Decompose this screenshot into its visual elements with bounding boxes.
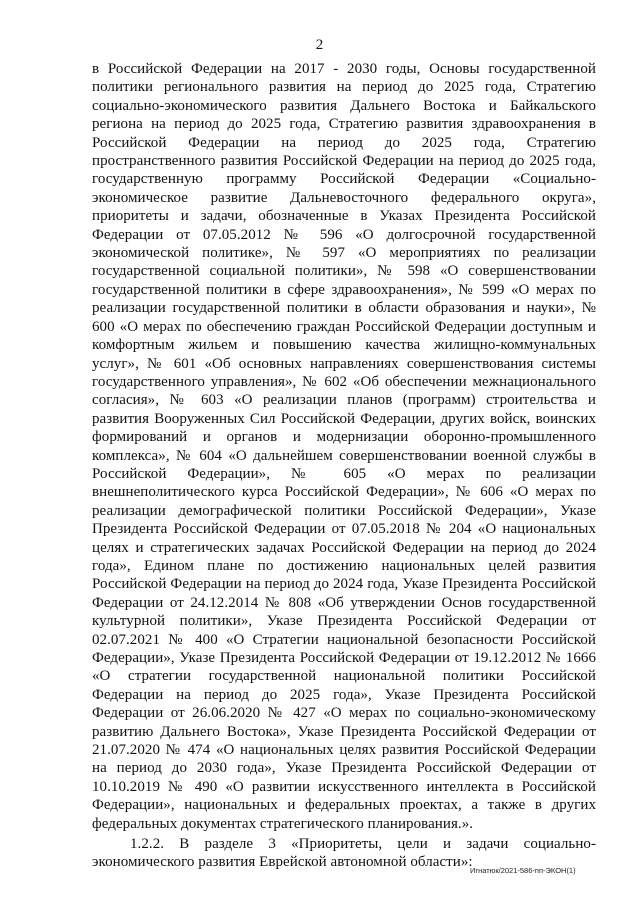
footer-document-code: Игнатюк/2021-586-пп-ЭКОН(1) xyxy=(470,866,576,875)
page-number: 2 xyxy=(315,37,324,53)
document-body xyxy=(92,60,596,872)
body-paragraph-section-heading: 1.2.2. В разделе 3 «Приоритеты, цели и задачи социально-экономического развития Еврейской автономной области»: xyxy=(92,836,596,871)
body-paragraph: в Российской Федерации на 2017 - 2030 годы, Основы государственной политики регионального развития на период до 2025 года, Стратегию социально-экономического развития Дальнего Востока и Байкальского региона на период до 2025 года, Стратегию развития здравоохранения в Российской Федерации на период до 2025 года, Стратегию пространственного развития Российской Федерации на период до 2025 года, государственную программу Российской Федерации «Социально-экономическое развитие Дальневосточного федерального округа», приоритеты и задачи, обозначенные в Указах Президента Российской Федерации от 07.05.2012 № 596 «О долгосрочной государственной экономической политике», № 597 «О мероприятиях по реализации государственной социальной политики», № 598 «О совершенствовании государственной политики в сфере здравоохранения», № 599 «О мерах по реализации государственной политики в области образования и науки», № 600 «О мерах по обеспечению граждан Российской Федерации доступным и комфортным жильем и повышению качества жилищно-коммунальных услуг», № 601 «Об основных направлениях совершенствования системы государственного управления», № 602 «Об обеспечении межнационального согласия», № 603 «О реализации планов (программ) строительства и развития Вооруженных Сил Российской Федерации, других войск, воинских формирований и органов и модернизации оборонно-промышленного комплекса», № 604 «О дальнейшем совершенствовании военной службы в Российской Федерации», № 605 «О мерах по реализации внешнеполитического курса Российской Федерации», № 606 «О мерах по реализации демографической политики Российской Федерации», Указе Президента Российской Федерации от 07.05.2018 № 204 «О национальных целях и стратегических задачах Российской Федерации на период до 2024 года», Едином плане по достижению национальных целей развития Российской Федерации на период до 2024 года, Указе Президента Российской Федерации от 24.12.2014 № 808 «Об утверждении Основ государственной культурной политики», Указе Президента Российской Федерации от 02.07.2021 № 400 «О Стратегии национальной безопасности Российской Федерации», Указе Президента Российской Федерации от 19.12.2012 № 1666 «О стратегии государственной национальной политики Российской Федерации на период до 2025 года», Указе Президента Российской Федерации от 26.06.2020 № 427 «О мерах по социально-экономическому развитию Дальнего Востока», Указе Президента Российской Федерации от 21.07.2020 № 474 «О национальных целях развития Российской Федерации на период до 2030 года», Указе Президента Российской Федерации от 10.10.2019 № 490 «О развитии искусственного интеллекта в Российской Федерации», национальных и федеральных проектах, а также в других федеральных документах стратегического планирования.». xyxy=(92,61,596,832)
